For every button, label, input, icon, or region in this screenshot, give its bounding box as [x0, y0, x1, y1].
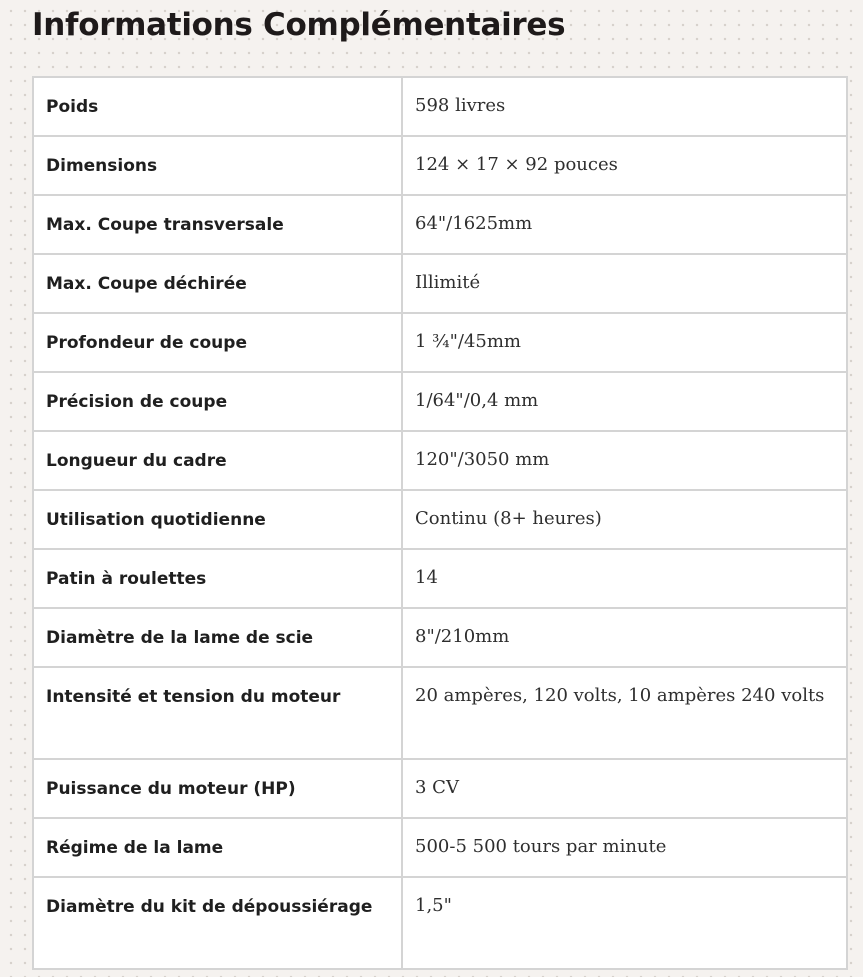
- spec-value-blade-diameter: 8"/210mm: [402, 608, 847, 667]
- spec-label-dimensions: Dimensions: [33, 136, 402, 195]
- spec-label-motor-current-voltage: Intensité et tension du moteur: [33, 667, 402, 759]
- spec-label-roller-pads: Patin à roulettes: [33, 549, 402, 608]
- section-title: Informations Complémentaires: [32, 7, 566, 43]
- spec-row-dust-kit-diameter: [33, 877, 847, 969]
- spec-row-blade-diameter: [33, 608, 847, 667]
- spec-label-max-crosscut: Max. Coupe transversale: [33, 195, 402, 254]
- spec-label-cut-depth: Profondeur de coupe: [33, 313, 402, 372]
- spec-label-frame-length: Longueur du cadre: [33, 431, 402, 490]
- spec-row-cut-precision: [33, 372, 847, 431]
- spec-value-dust-kit-diameter: 1,5": [402, 877, 847, 969]
- spec-label-blade-speed: Régime de la lame: [33, 818, 402, 877]
- spec-value-max-ripcut: Illimité: [402, 254, 847, 313]
- spec-label-weight: Poids: [33, 77, 402, 136]
- spec-label-motor-power: Puissance du moteur (HP): [33, 759, 402, 818]
- spec-row-blade-speed: [33, 818, 847, 877]
- specifications-table: [32, 76, 848, 970]
- spec-row-frame-length: [33, 431, 847, 490]
- spec-row-motor-current-voltage: [33, 667, 847, 759]
- spec-label-blade-diameter: Diamètre de la lame de scie: [33, 608, 402, 667]
- spec-value-motor-current-voltage: 20 ampères, 120 volts, 10 ampères 240 volts: [402, 667, 847, 759]
- spec-value-motor-power: 3 CV: [402, 759, 847, 818]
- spec-row-weight: [33, 77, 847, 136]
- spec-value-blade-speed: 500-5 500 tours par minute: [402, 818, 847, 877]
- spec-label-dust-kit-diameter: Diamètre du kit de dépoussiérage: [33, 877, 402, 969]
- spec-value-cut-precision: 1/64"/0,4 mm: [402, 372, 847, 431]
- spec-row-max-crosscut: [33, 195, 847, 254]
- spec-label-cut-precision: Précision de coupe: [33, 372, 402, 431]
- spec-value-cut-depth: 1 ¾"/45mm: [402, 313, 847, 372]
- spec-row-daily-use: [33, 490, 847, 549]
- spec-value-frame-length: 120"/3050 mm: [402, 431, 847, 490]
- spec-value-weight: 598 livres: [402, 77, 847, 136]
- spec-row-max-ripcut: [33, 254, 847, 313]
- spec-row-cut-depth: [33, 313, 847, 372]
- spec-label-daily-use: Utilisation quotidienne: [33, 490, 402, 549]
- spec-value-daily-use: Continu (8+ heures): [402, 490, 847, 549]
- spec-value-dimensions: 124 × 17 × 92 pouces: [402, 136, 847, 195]
- spec-value-roller-pads: 14: [402, 549, 847, 608]
- spec-row-motor-power: [33, 759, 847, 818]
- spec-label-max-ripcut: Max. Coupe déchirée: [33, 254, 402, 313]
- spec-value-max-crosscut: 64"/1625mm: [402, 195, 847, 254]
- spec-row-roller-pads: [33, 549, 847, 608]
- spec-row-dimensions: [33, 136, 847, 195]
